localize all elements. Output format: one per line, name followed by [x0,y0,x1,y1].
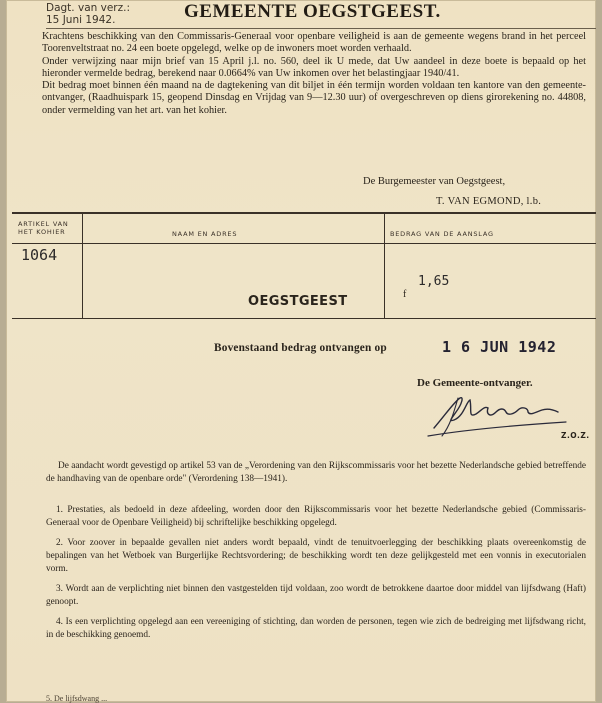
notice-item-1: 1. Prestaties, als bedoeld in deze afdeeling, worden door den Rijkscommissaris voor het bezette Nederlandsche gebied (Commissaris-Generaal voor de Openbare Veiligheid) bij schriftelijke beschikking opgelegd. [46,505,586,528]
assessment-amount: 1,65 [418,274,450,289]
column-header-bedrag: BEDRAG VAN DE AANSLAG [390,230,494,238]
received-date-stamp: 1 6 JUN 1942 [442,338,557,356]
table-header [12,215,596,243]
currency-symbol: f [403,289,407,300]
notice-item-4: 4. Is een verplichting opgelegd aan een vereeniging of stichting, dan worden de personen, tegen wie zich de bedreiging met lijfsdwang richt, in de beschikking genoemd. [46,617,586,640]
received-statement: Bovenstaand bedrag ontvangen op [214,342,387,354]
dispatch-date [46,2,130,26]
table-header-rule [12,243,596,244]
table-top-rule [12,212,596,214]
collector-title: De Gemeente-ontvanger. [417,377,533,389]
table-bottom-rule [12,318,596,319]
document-title: GEMEENTE OEGSTGEEST. [184,1,441,22]
tax-notice-sheet [6,0,596,702]
mayor-title: De Burgemeester van Oegstgeest, [363,176,506,187]
artikel-number: 1064 [21,246,58,264]
notice-intro: De aandacht wordt gevestigd op artikel 53 van de „Verordening van den Rijkscommissaris voor het bezette Nederlandsche gebied betreffende de handhaving van de openbare orde" (Verordening 138—1941). [46,461,586,484]
dispatch-date-label: Dagt. van verz.: [46,2,130,14]
notice-item-3: 3. Wordt aan de verplichting niet binnen den vastgestelden tijd voldaan, zoo wordt de betrokkene daartoe door middel van lijfsdwang (Haft) genoopt. [46,584,586,607]
body-paragraph-payment: Dit bedrag moet binnen één maand na de dagtekening van dit biljet in één termijn worden voldaan ten kantore van den gemeente-ontvanger, (Raadhuispark 15, geopend Dinsdag en Vrijdag van 9—12.30 uur) of overgeschreven op diens girorekening no. 44808, onder vermelding van het art. van het kohier. [42,80,586,116]
mayor-name: T. VAN EGMOND, l.b. [436,196,542,207]
notice-item-5-cut: 5. De lijfsdwang ... [46,694,108,703]
column-header-naam: NAAM EN ADRES [172,230,238,238]
table-divider-1 [82,214,83,319]
dispatch-date-value: 15 Juni 1942. [46,14,116,26]
turn-over-note: Z.O.Z. [561,431,590,440]
notice-body [42,31,586,117]
body-paragraph-fine: Krachtens beschikking van den Commissaris-Generaal voor openbare veiligheid is aan de gemeente wegens brand in het perceel Toorenveltstraat no. 24 een boete opgelegd, welke op de inwoners moet worden verhaald. [42,31,586,55]
body-paragraph-share: Onder verwijzing naar mijn brief van 15 April j.l. no. 560, deel ik U mede, dat Uw aandeel in deze boete is bepaald op het hieronder vermelde bedrag, berekend naar 0.0664% van Uw inkomen over het belastingjaar 1940/41. [42,55,586,79]
handwritten-signature [424,392,574,440]
name-and-address: OEGSTGEEST [248,294,348,309]
table-divider-2 [384,214,385,319]
title-rule [46,28,596,29]
notice-item-2: 2. Voor zoover in bepaalde gevallen niet anders wordt bepaald, vindt de tenuitvoerlegging der beschikking plaats overeenkomstig de bepalingen van het Wetboek van Burgerlijke Rechtsvordering; de beschikking wordt ten deze gelijkgesteld met een vonnis in executorialen vorm. [46,538,586,574]
legal-notice [46,460,586,650]
column-header-artikel: ARTIKEL VAN HET KOHIER [18,220,69,236]
